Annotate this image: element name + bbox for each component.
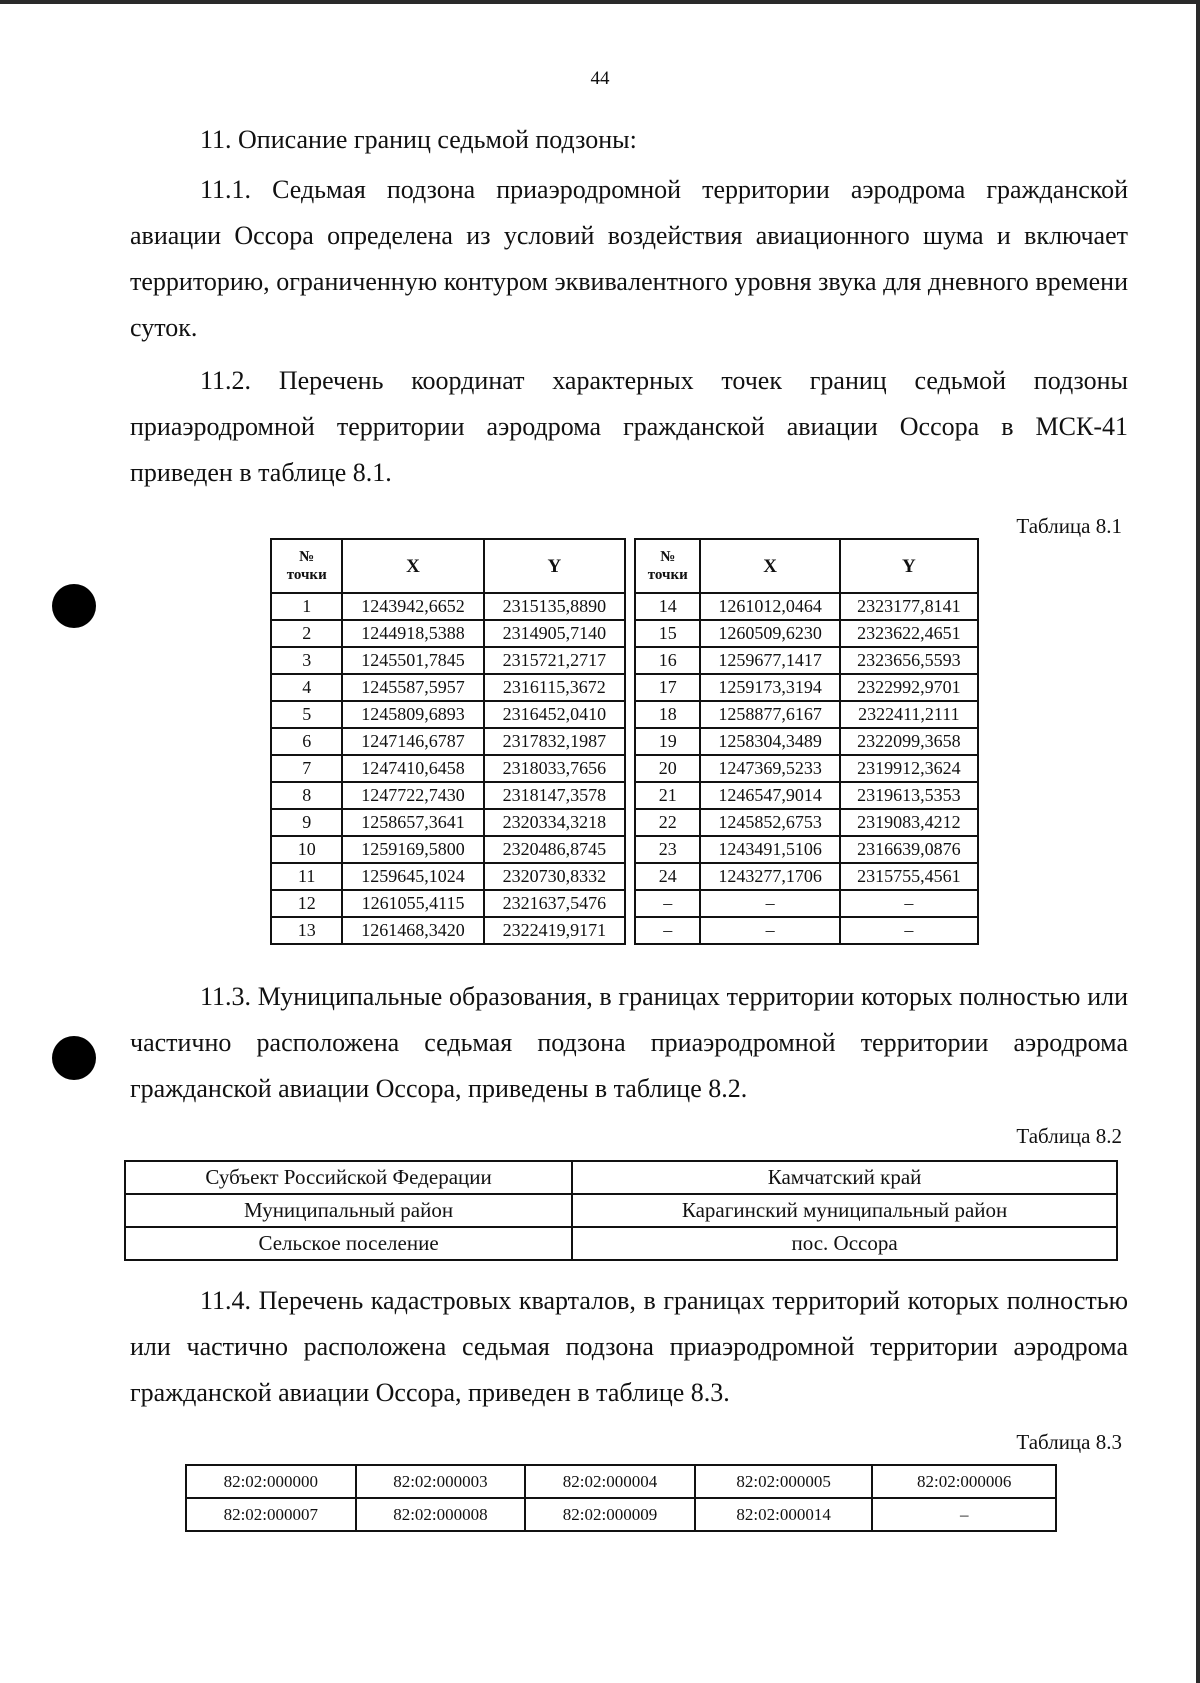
point-number-cell: 18	[635, 701, 700, 728]
point-number-cell: 8	[271, 782, 342, 809]
cadastral-row	[186, 1498, 1056, 1531]
point-number-cell: 16	[635, 647, 700, 674]
y-coordinate-cell: 2323622,4651	[840, 620, 978, 647]
scan-edge-top	[0, 0, 1200, 4]
x-coordinate-cell: 1259169,5800	[342, 836, 483, 863]
cadastral-quarter-cell: 82:02:000007	[186, 1498, 356, 1531]
coordinate-row	[635, 701, 978, 728]
punch-hole-bottom	[52, 1036, 96, 1080]
point-number-cell: 10	[271, 836, 342, 863]
x-coordinate-cell: 1247369,5233	[700, 755, 839, 782]
entity-name-cell: пос. Оссора	[572, 1227, 1117, 1260]
entity-name-cell: Карагинский муниципальный район	[572, 1194, 1117, 1227]
point-number-cell: 6	[271, 728, 342, 755]
x-coordinate-cell: 1245501,7845	[342, 647, 483, 674]
section-11-4-text: 11.4. Перечень кадастровых кварталов, в границах территорий которых полностью или частично расположена седьмая подзона приаэродромной территории аэродрома гражданской авиации Оссора, приведен в таблице 8.3.	[130, 1286, 1128, 1407]
y-coordinate-cell: 2322419,9171	[484, 917, 625, 944]
y-coordinate-cell: 2320730,8332	[484, 863, 625, 890]
y-coordinate-cell: 2319613,5353	[840, 782, 978, 809]
coordinate-row	[271, 647, 625, 674]
x-coordinate-cell: 1245852,6753	[700, 809, 839, 836]
coordinate-row	[271, 782, 625, 809]
section-11-1-text: 11.1. Седьмая подзона приаэродромной территории аэродрома гражданской авиации Оссора определена из условий воздействия авиационного шума и включает территорию, ограниченную контуром эквивалентного уровня звука для дневного времени суток.	[130, 175, 1128, 342]
y-coordinate-cell: 2322992,9701	[840, 674, 978, 701]
x-coordinate-cell: –	[700, 917, 839, 944]
point-number-cell: 3	[271, 647, 342, 674]
x-header: X	[342, 539, 483, 593]
point-number-cell: 9	[271, 809, 342, 836]
coordinate-row	[635, 674, 978, 701]
x-coordinate-cell: 1259173,3194	[700, 674, 839, 701]
coordinate-row	[271, 593, 625, 620]
cadastral-quarter-cell: 82:02:000004	[525, 1465, 695, 1498]
punch-hole-top	[52, 584, 96, 628]
point-number-cell: 11	[271, 863, 342, 890]
y-header: Y	[840, 539, 978, 593]
x-coordinate-cell: 1243491,5106	[700, 836, 839, 863]
coordinate-row	[635, 836, 978, 863]
point-number-cell: 14	[635, 593, 700, 620]
coordinate-row	[271, 917, 625, 944]
x-coordinate-cell: 1246547,9014	[700, 782, 839, 809]
cadastral-quarter-cell: 82:02:000000	[186, 1465, 356, 1498]
point-number-cell: 7	[271, 755, 342, 782]
x-coordinate-cell: 1259677,1417	[700, 647, 839, 674]
y-coordinate-cell: 2317832,1987	[484, 728, 625, 755]
cadastral-quarter-cell: 82:02:000008	[356, 1498, 526, 1531]
x-coordinate-cell: 1243277,1706	[700, 863, 839, 890]
coordinate-row	[635, 728, 978, 755]
x-coordinate-cell: 1259645,1024	[342, 863, 483, 890]
x-coordinate-cell: 1260509,6230	[700, 620, 839, 647]
municipal-table	[124, 1160, 1118, 1261]
x-header: X	[700, 539, 839, 593]
cadastral-quarter-cell: –	[872, 1498, 1056, 1531]
x-coordinate-cell: 1243942,6652	[342, 593, 483, 620]
y-coordinate-cell: 2319083,4212	[840, 809, 978, 836]
y-coordinate-cell: 2315755,4561	[840, 863, 978, 890]
coordinate-row	[635, 890, 978, 917]
coordinate-row	[271, 863, 625, 890]
coordinate-row	[271, 620, 625, 647]
y-coordinate-cell: 2316639,0876	[840, 836, 978, 863]
entity-type-cell: Субъект Российской Федерации	[125, 1161, 572, 1194]
point-number-cell: 1	[271, 593, 342, 620]
y-coordinate-cell: 2323656,5593	[840, 647, 978, 674]
coordinate-row	[271, 674, 625, 701]
x-coordinate-cell: –	[700, 890, 839, 917]
section-11-3-text: 11.3. Муниципальные образования, в границах территории которых полностью или частично расположена седьмая подзона приаэродромной территории аэродрома гражданской авиации Оссора, приведены в таблице 8.2.	[130, 982, 1128, 1103]
point-number-cell: 2	[271, 620, 342, 647]
y-coordinate-cell: 2320334,3218	[484, 809, 625, 836]
entity-type-cell: Сельское поселение	[125, 1227, 572, 1260]
municipal-row	[125, 1194, 1117, 1227]
point-number-cell: 13	[271, 917, 342, 944]
point-number-cell: 5	[271, 701, 342, 728]
cadastral-table	[185, 1464, 1057, 1532]
page-number: 44	[590, 68, 610, 89]
x-coordinate-cell: 1258304,3489	[700, 728, 839, 755]
x-coordinate-cell: 1261012,0464	[700, 593, 839, 620]
y-coordinate-cell: –	[840, 917, 978, 944]
coordinate-row	[635, 917, 978, 944]
point-number-header: № точки	[271, 539, 342, 593]
y-coordinate-cell: 2320486,8745	[484, 836, 625, 863]
x-coordinate-cell: 1247146,6787	[342, 728, 483, 755]
table-8-1-caption: Таблица 8.1	[1016, 514, 1122, 538]
y-coordinate-cell: 2323177,8141	[840, 593, 978, 620]
point-number-cell: 15	[635, 620, 700, 647]
coordinate-row	[635, 863, 978, 890]
coordinate-row	[635, 647, 978, 674]
y-header: Y	[484, 539, 625, 593]
point-number-cell: 12	[271, 890, 342, 917]
coordinate-row	[635, 755, 978, 782]
y-coordinate-cell: 2322099,3658	[840, 728, 978, 755]
section-11-2-text: 11.2. Перечень координат характерных точек границ седьмой подзоны приаэродромной территории аэродрома гражданской авиации Оссора в МСК-41 приведен в таблице 8.1.	[130, 366, 1128, 487]
x-coordinate-cell: 1261468,3420	[342, 917, 483, 944]
point-number-cell: 21	[635, 782, 700, 809]
x-coordinate-cell: 1258657,3641	[342, 809, 483, 836]
coordinate-row	[635, 809, 978, 836]
y-coordinate-cell: 2316115,3672	[484, 674, 625, 701]
coordinates-table-left	[270, 538, 626, 945]
coordinates-table-right	[634, 538, 979, 945]
entity-name-cell: Камчатский край	[572, 1161, 1117, 1194]
coordinate-row	[271, 809, 625, 836]
x-coordinate-cell: 1247410,6458	[342, 755, 483, 782]
coordinate-row	[271, 836, 625, 863]
point-number-cell: 19	[635, 728, 700, 755]
coordinate-row	[271, 890, 625, 917]
table-8-3-caption: Таблица 8.3	[1016, 1430, 1122, 1454]
x-coordinate-cell: 1261055,4115	[342, 890, 483, 917]
y-coordinate-cell: 2318147,3578	[484, 782, 625, 809]
scan-edge-right	[1196, 0, 1200, 1683]
municipal-row	[125, 1161, 1117, 1194]
y-coordinate-cell: 2322411,2111	[840, 701, 978, 728]
coordinate-row	[271, 728, 625, 755]
point-number-cell: 23	[635, 836, 700, 863]
x-coordinate-cell: 1245587,5957	[342, 674, 483, 701]
coordinate-row	[271, 755, 625, 782]
y-coordinate-cell: –	[840, 890, 978, 917]
y-coordinate-cell: 2315135,8890	[484, 593, 625, 620]
municipal-row	[125, 1227, 1117, 1260]
point-number-cell: 22	[635, 809, 700, 836]
coordinate-row	[271, 701, 625, 728]
x-coordinate-cell: 1245809,6893	[342, 701, 483, 728]
point-number-cell: 20	[635, 755, 700, 782]
cadastral-quarter-cell: 82:02:000005	[695, 1465, 873, 1498]
point-number-cell: 17	[635, 674, 700, 701]
point-number-cell: 24	[635, 863, 700, 890]
y-coordinate-cell: 2314905,7140	[484, 620, 625, 647]
cadastral-quarter-cell: 82:02:000009	[525, 1498, 695, 1531]
entity-type-cell: Муниципальный район	[125, 1194, 572, 1227]
point-number-header: № точки	[635, 539, 700, 593]
point-number-cell: –	[635, 890, 700, 917]
point-number-cell: 4	[271, 674, 342, 701]
cadastral-quarter-cell: 82:02:000006	[872, 1465, 1056, 1498]
y-coordinate-cell: 2321637,5476	[484, 890, 625, 917]
y-coordinate-cell: 2315721,2717	[484, 647, 625, 674]
x-coordinate-cell: 1244918,5388	[342, 620, 483, 647]
coordinate-row	[635, 593, 978, 620]
cadastral-row	[186, 1465, 1056, 1498]
y-coordinate-cell: 2319912,3624	[840, 755, 978, 782]
table-8-2-caption: Таблица 8.2	[1016, 1124, 1122, 1148]
section-11-heading: 11. Описание границ седьмой подзоны:	[200, 125, 637, 154]
cadastral-quarter-cell: 82:02:000014	[695, 1498, 873, 1531]
coordinate-row	[635, 620, 978, 647]
coordinate-row	[635, 782, 978, 809]
x-coordinate-cell: 1247722,7430	[342, 782, 483, 809]
x-coordinate-cell: 1258877,6167	[700, 701, 839, 728]
y-coordinate-cell: 2316452,0410	[484, 701, 625, 728]
point-number-cell: –	[635, 917, 700, 944]
cadastral-quarter-cell: 82:02:000003	[356, 1465, 526, 1498]
y-coordinate-cell: 2318033,7656	[484, 755, 625, 782]
